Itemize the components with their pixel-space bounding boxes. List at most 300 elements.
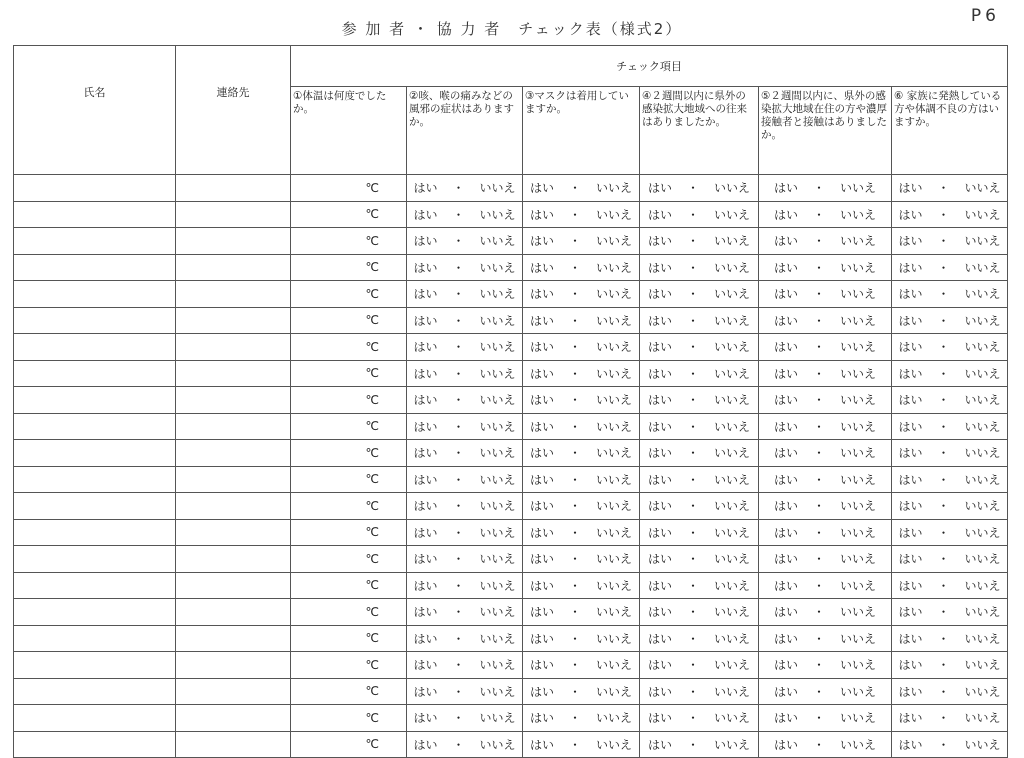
no-option[interactable]: いいえ <box>964 631 1001 646</box>
no-option[interactable]: いいえ <box>596 287 633 302</box>
yes-no-cell[interactable] <box>640 572 759 599</box>
temperature-cell[interactable]: ℃ <box>291 440 407 467</box>
contact-cell[interactable] <box>176 652 291 679</box>
no-option[interactable]: いいえ <box>714 234 751 249</box>
name-cell[interactable] <box>14 652 176 679</box>
yes-option[interactable]: はい <box>529 525 554 540</box>
no-option[interactable]: いいえ <box>714 499 751 514</box>
no-option[interactable]: いいえ <box>964 525 1001 540</box>
yes-no-cell[interactable] <box>407 254 523 281</box>
no-option[interactable]: いいえ <box>596 313 633 328</box>
yes-no-cell[interactable] <box>523 307 640 334</box>
yes-option[interactable]: はい <box>898 605 923 620</box>
yes-no-cell[interactable] <box>640 440 759 467</box>
yes-option[interactable]: はい <box>413 393 438 408</box>
yes-no-cell[interactable] <box>523 731 640 758</box>
no-option[interactable]: いいえ <box>479 737 516 752</box>
no-option[interactable]: いいえ <box>714 525 751 540</box>
yes-no-cell[interactable] <box>892 519 1008 546</box>
temperature-cell[interactable]: ℃ <box>291 599 407 626</box>
yes-no-cell[interactable] <box>892 625 1008 652</box>
no-option[interactable]: いいえ <box>964 578 1001 593</box>
contact-cell[interactable] <box>176 678 291 705</box>
no-option[interactable]: いいえ <box>964 711 1001 726</box>
name-cell[interactable] <box>14 334 176 361</box>
no-option[interactable]: いいえ <box>840 499 877 514</box>
yes-option[interactable]: はい <box>647 658 672 673</box>
no-option[interactable]: いいえ <box>596 181 633 196</box>
no-option[interactable]: いいえ <box>714 366 751 381</box>
yes-no-cell[interactable] <box>759 678 892 705</box>
yes-option[interactable]: はい <box>413 313 438 328</box>
yes-option[interactable]: はい <box>898 207 923 222</box>
yes-option[interactable]: はい <box>898 234 923 249</box>
yes-option[interactable]: はい <box>898 260 923 275</box>
yes-option[interactable]: はい <box>529 181 554 196</box>
no-option[interactable]: いいえ <box>714 340 751 355</box>
yes-option[interactable]: はい <box>773 578 798 593</box>
yes-no-cell[interactable] <box>892 731 1008 758</box>
yes-no-cell[interactable] <box>407 731 523 758</box>
yes-option[interactable]: はい <box>529 207 554 222</box>
yes-option[interactable]: はい <box>647 525 672 540</box>
no-option[interactable]: いいえ <box>596 207 633 222</box>
yes-no-cell[interactable] <box>759 546 892 573</box>
no-option[interactable]: いいえ <box>840 260 877 275</box>
yes-option[interactable]: はい <box>647 711 672 726</box>
no-option[interactable]: いいえ <box>840 737 877 752</box>
name-cell[interactable] <box>14 387 176 414</box>
no-option[interactable]: いいえ <box>964 684 1001 699</box>
yes-option[interactable]: はい <box>898 711 923 726</box>
no-option[interactable]: いいえ <box>714 631 751 646</box>
no-option[interactable]: いいえ <box>479 578 516 593</box>
yes-no-cell[interactable] <box>407 466 523 493</box>
no-option[interactable]: いいえ <box>714 737 751 752</box>
yes-option[interactable]: はい <box>529 711 554 726</box>
yes-no-cell[interactable] <box>523 413 640 440</box>
yes-option[interactable]: はい <box>529 446 554 461</box>
name-cell[interactable] <box>14 572 176 599</box>
yes-option[interactable]: はい <box>647 552 672 567</box>
yes-option[interactable]: はい <box>898 313 923 328</box>
yes-no-cell[interactable] <box>759 466 892 493</box>
no-option[interactable]: いいえ <box>840 340 877 355</box>
yes-no-cell[interactable] <box>407 599 523 626</box>
temperature-cell[interactable]: ℃ <box>291 175 407 202</box>
no-option[interactable]: いいえ <box>964 605 1001 620</box>
yes-option[interactable]: はい <box>773 446 798 461</box>
yes-no-cell[interactable] <box>640 678 759 705</box>
yes-option[interactable]: はい <box>898 499 923 514</box>
yes-no-cell[interactable] <box>523 625 640 652</box>
yes-option[interactable]: はい <box>773 313 798 328</box>
yes-no-cell[interactable] <box>407 387 523 414</box>
yes-option[interactable]: はい <box>647 181 672 196</box>
yes-no-cell[interactable] <box>892 413 1008 440</box>
no-option[interactable]: いいえ <box>479 181 516 196</box>
yes-option[interactable]: はい <box>529 499 554 514</box>
yes-option[interactable]: はい <box>773 181 798 196</box>
name-cell[interactable] <box>14 678 176 705</box>
no-option[interactable]: いいえ <box>840 578 877 593</box>
yes-no-cell[interactable] <box>892 599 1008 626</box>
no-option[interactable]: いいえ <box>479 605 516 620</box>
yes-no-cell[interactable] <box>640 360 759 387</box>
yes-no-cell[interactable] <box>523 360 640 387</box>
yes-option[interactable]: はい <box>773 499 798 514</box>
yes-no-cell[interactable] <box>640 466 759 493</box>
no-option[interactable]: いいえ <box>714 658 751 673</box>
yes-option[interactable]: はい <box>898 525 923 540</box>
yes-option[interactable]: はい <box>413 419 438 434</box>
name-cell[interactable] <box>14 705 176 732</box>
no-option[interactable]: いいえ <box>964 499 1001 514</box>
yes-option[interactable]: はい <box>773 658 798 673</box>
yes-option[interactable]: はい <box>413 737 438 752</box>
no-option[interactable]: いいえ <box>596 260 633 275</box>
yes-no-cell[interactable] <box>523 599 640 626</box>
yes-option[interactable]: はい <box>898 393 923 408</box>
no-option[interactable]: いいえ <box>964 340 1001 355</box>
no-option[interactable]: いいえ <box>479 260 516 275</box>
yes-option[interactable]: はい <box>529 313 554 328</box>
no-option[interactable]: いいえ <box>714 684 751 699</box>
yes-no-cell[interactable] <box>523 254 640 281</box>
yes-no-cell[interactable] <box>407 493 523 520</box>
yes-option[interactable]: はい <box>413 234 438 249</box>
yes-no-cell[interactable] <box>640 413 759 440</box>
yes-no-cell[interactable] <box>640 731 759 758</box>
no-option[interactable]: いいえ <box>479 393 516 408</box>
yes-no-cell[interactable] <box>759 307 892 334</box>
yes-option[interactable]: はい <box>773 287 798 302</box>
yes-no-cell[interactable] <box>523 572 640 599</box>
no-option[interactable]: いいえ <box>596 499 633 514</box>
no-option[interactable]: いいえ <box>964 658 1001 673</box>
yes-no-cell[interactable] <box>523 387 640 414</box>
yes-no-cell[interactable] <box>523 493 640 520</box>
no-option[interactable]: いいえ <box>964 181 1001 196</box>
yes-option[interactable]: はい <box>773 631 798 646</box>
no-option[interactable]: いいえ <box>479 419 516 434</box>
yes-option[interactable]: はい <box>898 472 923 487</box>
no-option[interactable]: いいえ <box>840 631 877 646</box>
yes-no-cell[interactable] <box>407 625 523 652</box>
no-option[interactable]: いいえ <box>714 419 751 434</box>
yes-no-cell[interactable] <box>892 360 1008 387</box>
name-cell[interactable] <box>14 440 176 467</box>
contact-cell[interactable] <box>176 493 291 520</box>
no-option[interactable]: いいえ <box>840 181 877 196</box>
no-option[interactable]: いいえ <box>964 737 1001 752</box>
yes-no-cell[interactable] <box>407 307 523 334</box>
yes-no-cell[interactable] <box>759 519 892 546</box>
name-cell[interactable] <box>14 175 176 202</box>
no-option[interactable]: いいえ <box>596 446 633 461</box>
contact-cell[interactable] <box>176 625 291 652</box>
no-option[interactable]: いいえ <box>479 525 516 540</box>
no-option[interactable]: いいえ <box>479 446 516 461</box>
yes-no-cell[interactable] <box>759 334 892 361</box>
contact-cell[interactable] <box>176 440 291 467</box>
name-cell[interactable] <box>14 546 176 573</box>
no-option[interactable]: いいえ <box>479 366 516 381</box>
yes-no-cell[interactable] <box>640 519 759 546</box>
no-option[interactable]: いいえ <box>596 737 633 752</box>
no-option[interactable]: いいえ <box>479 684 516 699</box>
no-option[interactable]: いいえ <box>714 472 751 487</box>
yes-option[interactable]: はい <box>529 260 554 275</box>
yes-no-cell[interactable] <box>523 175 640 202</box>
yes-option[interactable]: はい <box>647 366 672 381</box>
yes-option[interactable]: はい <box>773 525 798 540</box>
no-option[interactable]: いいえ <box>840 658 877 673</box>
yes-no-cell[interactable] <box>759 387 892 414</box>
yes-option[interactable]: はい <box>413 578 438 593</box>
no-option[interactable]: いいえ <box>714 446 751 461</box>
yes-option[interactable]: はい <box>773 207 798 222</box>
no-option[interactable]: いいえ <box>479 499 516 514</box>
temperature-cell[interactable]: ℃ <box>291 360 407 387</box>
yes-no-cell[interactable] <box>523 678 640 705</box>
no-option[interactable]: いいえ <box>714 711 751 726</box>
yes-option[interactable]: はい <box>647 605 672 620</box>
contact-cell[interactable] <box>176 519 291 546</box>
yes-no-cell[interactable] <box>523 519 640 546</box>
no-option[interactable]: いいえ <box>840 393 877 408</box>
no-option[interactable]: いいえ <box>596 711 633 726</box>
no-option[interactable]: いいえ <box>964 552 1001 567</box>
yes-no-cell[interactable] <box>892 678 1008 705</box>
contact-cell[interactable] <box>176 731 291 758</box>
yes-option[interactable]: はい <box>413 499 438 514</box>
no-option[interactable]: いいえ <box>479 207 516 222</box>
yes-no-cell[interactable] <box>892 334 1008 361</box>
yes-no-cell[interactable] <box>640 705 759 732</box>
contact-cell[interactable] <box>176 705 291 732</box>
name-cell[interactable] <box>14 307 176 334</box>
yes-no-cell[interactable] <box>407 228 523 255</box>
yes-no-cell[interactable] <box>892 201 1008 228</box>
yes-option[interactable]: はい <box>529 366 554 381</box>
yes-option[interactable]: はい <box>413 340 438 355</box>
yes-option[interactable]: はい <box>413 260 438 275</box>
yes-no-cell[interactable] <box>759 705 892 732</box>
yes-no-cell[interactable] <box>523 652 640 679</box>
temperature-cell[interactable]: ℃ <box>291 334 407 361</box>
no-option[interactable]: いいえ <box>964 446 1001 461</box>
yes-option[interactable]: はい <box>413 366 438 381</box>
yes-no-cell[interactable] <box>523 466 640 493</box>
yes-no-cell[interactable] <box>640 599 759 626</box>
no-option[interactable]: いいえ <box>840 472 877 487</box>
temperature-cell[interactable]: ℃ <box>291 228 407 255</box>
yes-option[interactable]: はい <box>529 737 554 752</box>
temperature-cell[interactable]: ℃ <box>291 466 407 493</box>
yes-no-cell[interactable] <box>640 307 759 334</box>
yes-no-cell[interactable] <box>640 652 759 679</box>
no-option[interactable]: いいえ <box>596 631 633 646</box>
yes-no-cell[interactable] <box>407 360 523 387</box>
no-option[interactable]: いいえ <box>964 260 1001 275</box>
no-option[interactable]: いいえ <box>596 393 633 408</box>
temperature-cell[interactable]: ℃ <box>291 652 407 679</box>
yes-no-cell[interactable] <box>407 334 523 361</box>
yes-option[interactable]: はい <box>529 340 554 355</box>
yes-option[interactable]: はい <box>898 446 923 461</box>
yes-option[interactable]: はい <box>898 552 923 567</box>
yes-no-cell[interactable] <box>759 440 892 467</box>
yes-no-cell[interactable] <box>759 360 892 387</box>
no-option[interactable]: いいえ <box>964 287 1001 302</box>
yes-option[interactable]: はい <box>413 181 438 196</box>
no-option[interactable]: いいえ <box>479 711 516 726</box>
yes-option[interactable]: はい <box>773 260 798 275</box>
yes-no-cell[interactable] <box>892 652 1008 679</box>
yes-option[interactable]: はい <box>647 393 672 408</box>
no-option[interactable]: いいえ <box>714 393 751 408</box>
yes-no-cell[interactable] <box>759 201 892 228</box>
yes-no-cell[interactable] <box>759 228 892 255</box>
name-cell[interactable] <box>14 254 176 281</box>
no-option[interactable]: いいえ <box>964 419 1001 434</box>
yes-option[interactable]: はい <box>647 578 672 593</box>
yes-option[interactable]: はい <box>529 658 554 673</box>
yes-option[interactable]: はい <box>413 658 438 673</box>
yes-option[interactable]: はい <box>647 446 672 461</box>
yes-option[interactable]: はい <box>529 287 554 302</box>
yes-no-cell[interactable] <box>892 705 1008 732</box>
yes-option[interactable]: はい <box>647 684 672 699</box>
yes-no-cell[interactable] <box>759 572 892 599</box>
yes-option[interactable]: はい <box>647 234 672 249</box>
yes-option[interactable]: はい <box>773 605 798 620</box>
temperature-cell[interactable]: ℃ <box>291 546 407 573</box>
yes-no-cell[interactable] <box>892 175 1008 202</box>
no-option[interactable]: いいえ <box>596 684 633 699</box>
yes-option[interactable]: はい <box>647 737 672 752</box>
yes-no-cell[interactable] <box>640 201 759 228</box>
yes-option[interactable]: はい <box>413 446 438 461</box>
yes-no-cell[interactable] <box>523 334 640 361</box>
contact-cell[interactable] <box>176 228 291 255</box>
name-cell[interactable] <box>14 466 176 493</box>
yes-no-cell[interactable] <box>640 387 759 414</box>
yes-option[interactable]: はい <box>647 419 672 434</box>
yes-option[interactable]: はい <box>647 287 672 302</box>
no-option[interactable]: いいえ <box>479 631 516 646</box>
temperature-cell[interactable]: ℃ <box>291 307 407 334</box>
name-cell[interactable] <box>14 228 176 255</box>
yes-option[interactable]: はい <box>647 340 672 355</box>
temperature-cell[interactable]: ℃ <box>291 493 407 520</box>
yes-no-cell[interactable] <box>892 281 1008 308</box>
yes-option[interactable]: はい <box>529 472 554 487</box>
temperature-cell[interactable]: ℃ <box>291 413 407 440</box>
yes-no-cell[interactable] <box>892 546 1008 573</box>
no-option[interactable]: いいえ <box>714 552 751 567</box>
yes-no-cell[interactable] <box>407 201 523 228</box>
yes-no-cell[interactable] <box>759 281 892 308</box>
no-option[interactable]: いいえ <box>840 446 877 461</box>
yes-option[interactable]: はい <box>413 287 438 302</box>
yes-no-cell[interactable] <box>640 493 759 520</box>
yes-option[interactable]: はい <box>773 552 798 567</box>
name-cell[interactable] <box>14 599 176 626</box>
yes-no-cell[interactable] <box>407 175 523 202</box>
yes-no-cell[interactable] <box>759 731 892 758</box>
no-option[interactable]: いいえ <box>964 207 1001 222</box>
contact-cell[interactable] <box>176 175 291 202</box>
contact-cell[interactable] <box>176 572 291 599</box>
yes-no-cell[interactable] <box>759 599 892 626</box>
contact-cell[interactable] <box>176 281 291 308</box>
yes-no-cell[interactable] <box>892 572 1008 599</box>
yes-no-cell[interactable] <box>759 254 892 281</box>
yes-no-cell[interactable] <box>892 466 1008 493</box>
no-option[interactable]: いいえ <box>596 419 633 434</box>
yes-no-cell[interactable] <box>759 652 892 679</box>
no-option[interactable]: いいえ <box>596 366 633 381</box>
yes-option[interactable]: はい <box>898 578 923 593</box>
name-cell[interactable] <box>14 413 176 440</box>
yes-no-cell[interactable] <box>640 228 759 255</box>
no-option[interactable]: いいえ <box>964 472 1001 487</box>
yes-option[interactable]: はい <box>529 552 554 567</box>
yes-option[interactable]: はい <box>647 207 672 222</box>
yes-option[interactable]: はい <box>413 711 438 726</box>
yes-option[interactable]: はい <box>773 419 798 434</box>
name-cell[interactable] <box>14 360 176 387</box>
no-option[interactable]: いいえ <box>479 658 516 673</box>
yes-no-cell[interactable] <box>892 307 1008 334</box>
temperature-cell[interactable]: ℃ <box>291 254 407 281</box>
yes-option[interactable]: はい <box>773 340 798 355</box>
contact-cell[interactable] <box>176 334 291 361</box>
yes-option[interactable]: はい <box>898 737 923 752</box>
yes-option[interactable]: はい <box>898 419 923 434</box>
yes-no-cell[interactable] <box>523 281 640 308</box>
yes-no-cell[interactable] <box>523 546 640 573</box>
no-option[interactable]: いいえ <box>714 181 751 196</box>
name-cell[interactable] <box>14 493 176 520</box>
yes-option[interactable]: はい <box>529 631 554 646</box>
no-option[interactable]: いいえ <box>840 366 877 381</box>
no-option[interactable]: いいえ <box>714 578 751 593</box>
yes-no-cell[interactable] <box>759 493 892 520</box>
yes-option[interactable]: はい <box>529 605 554 620</box>
no-option[interactable]: いいえ <box>964 313 1001 328</box>
temperature-cell[interactable]: ℃ <box>291 705 407 732</box>
no-option[interactable]: いいえ <box>964 393 1001 408</box>
yes-option[interactable]: はい <box>647 631 672 646</box>
yes-no-cell[interactable] <box>892 228 1008 255</box>
no-option[interactable]: いいえ <box>714 605 751 620</box>
yes-no-cell[interactable] <box>407 440 523 467</box>
yes-option[interactable]: はい <box>529 419 554 434</box>
no-option[interactable]: いいえ <box>596 472 633 487</box>
yes-option[interactable]: はい <box>898 631 923 646</box>
yes-option[interactable]: はい <box>647 472 672 487</box>
yes-no-cell[interactable] <box>407 678 523 705</box>
no-option[interactable]: いいえ <box>840 525 877 540</box>
yes-option[interactable]: はい <box>529 578 554 593</box>
temperature-cell[interactable]: ℃ <box>291 572 407 599</box>
yes-no-cell[interactable] <box>640 281 759 308</box>
yes-no-cell[interactable] <box>892 493 1008 520</box>
yes-option[interactable]: はい <box>898 366 923 381</box>
